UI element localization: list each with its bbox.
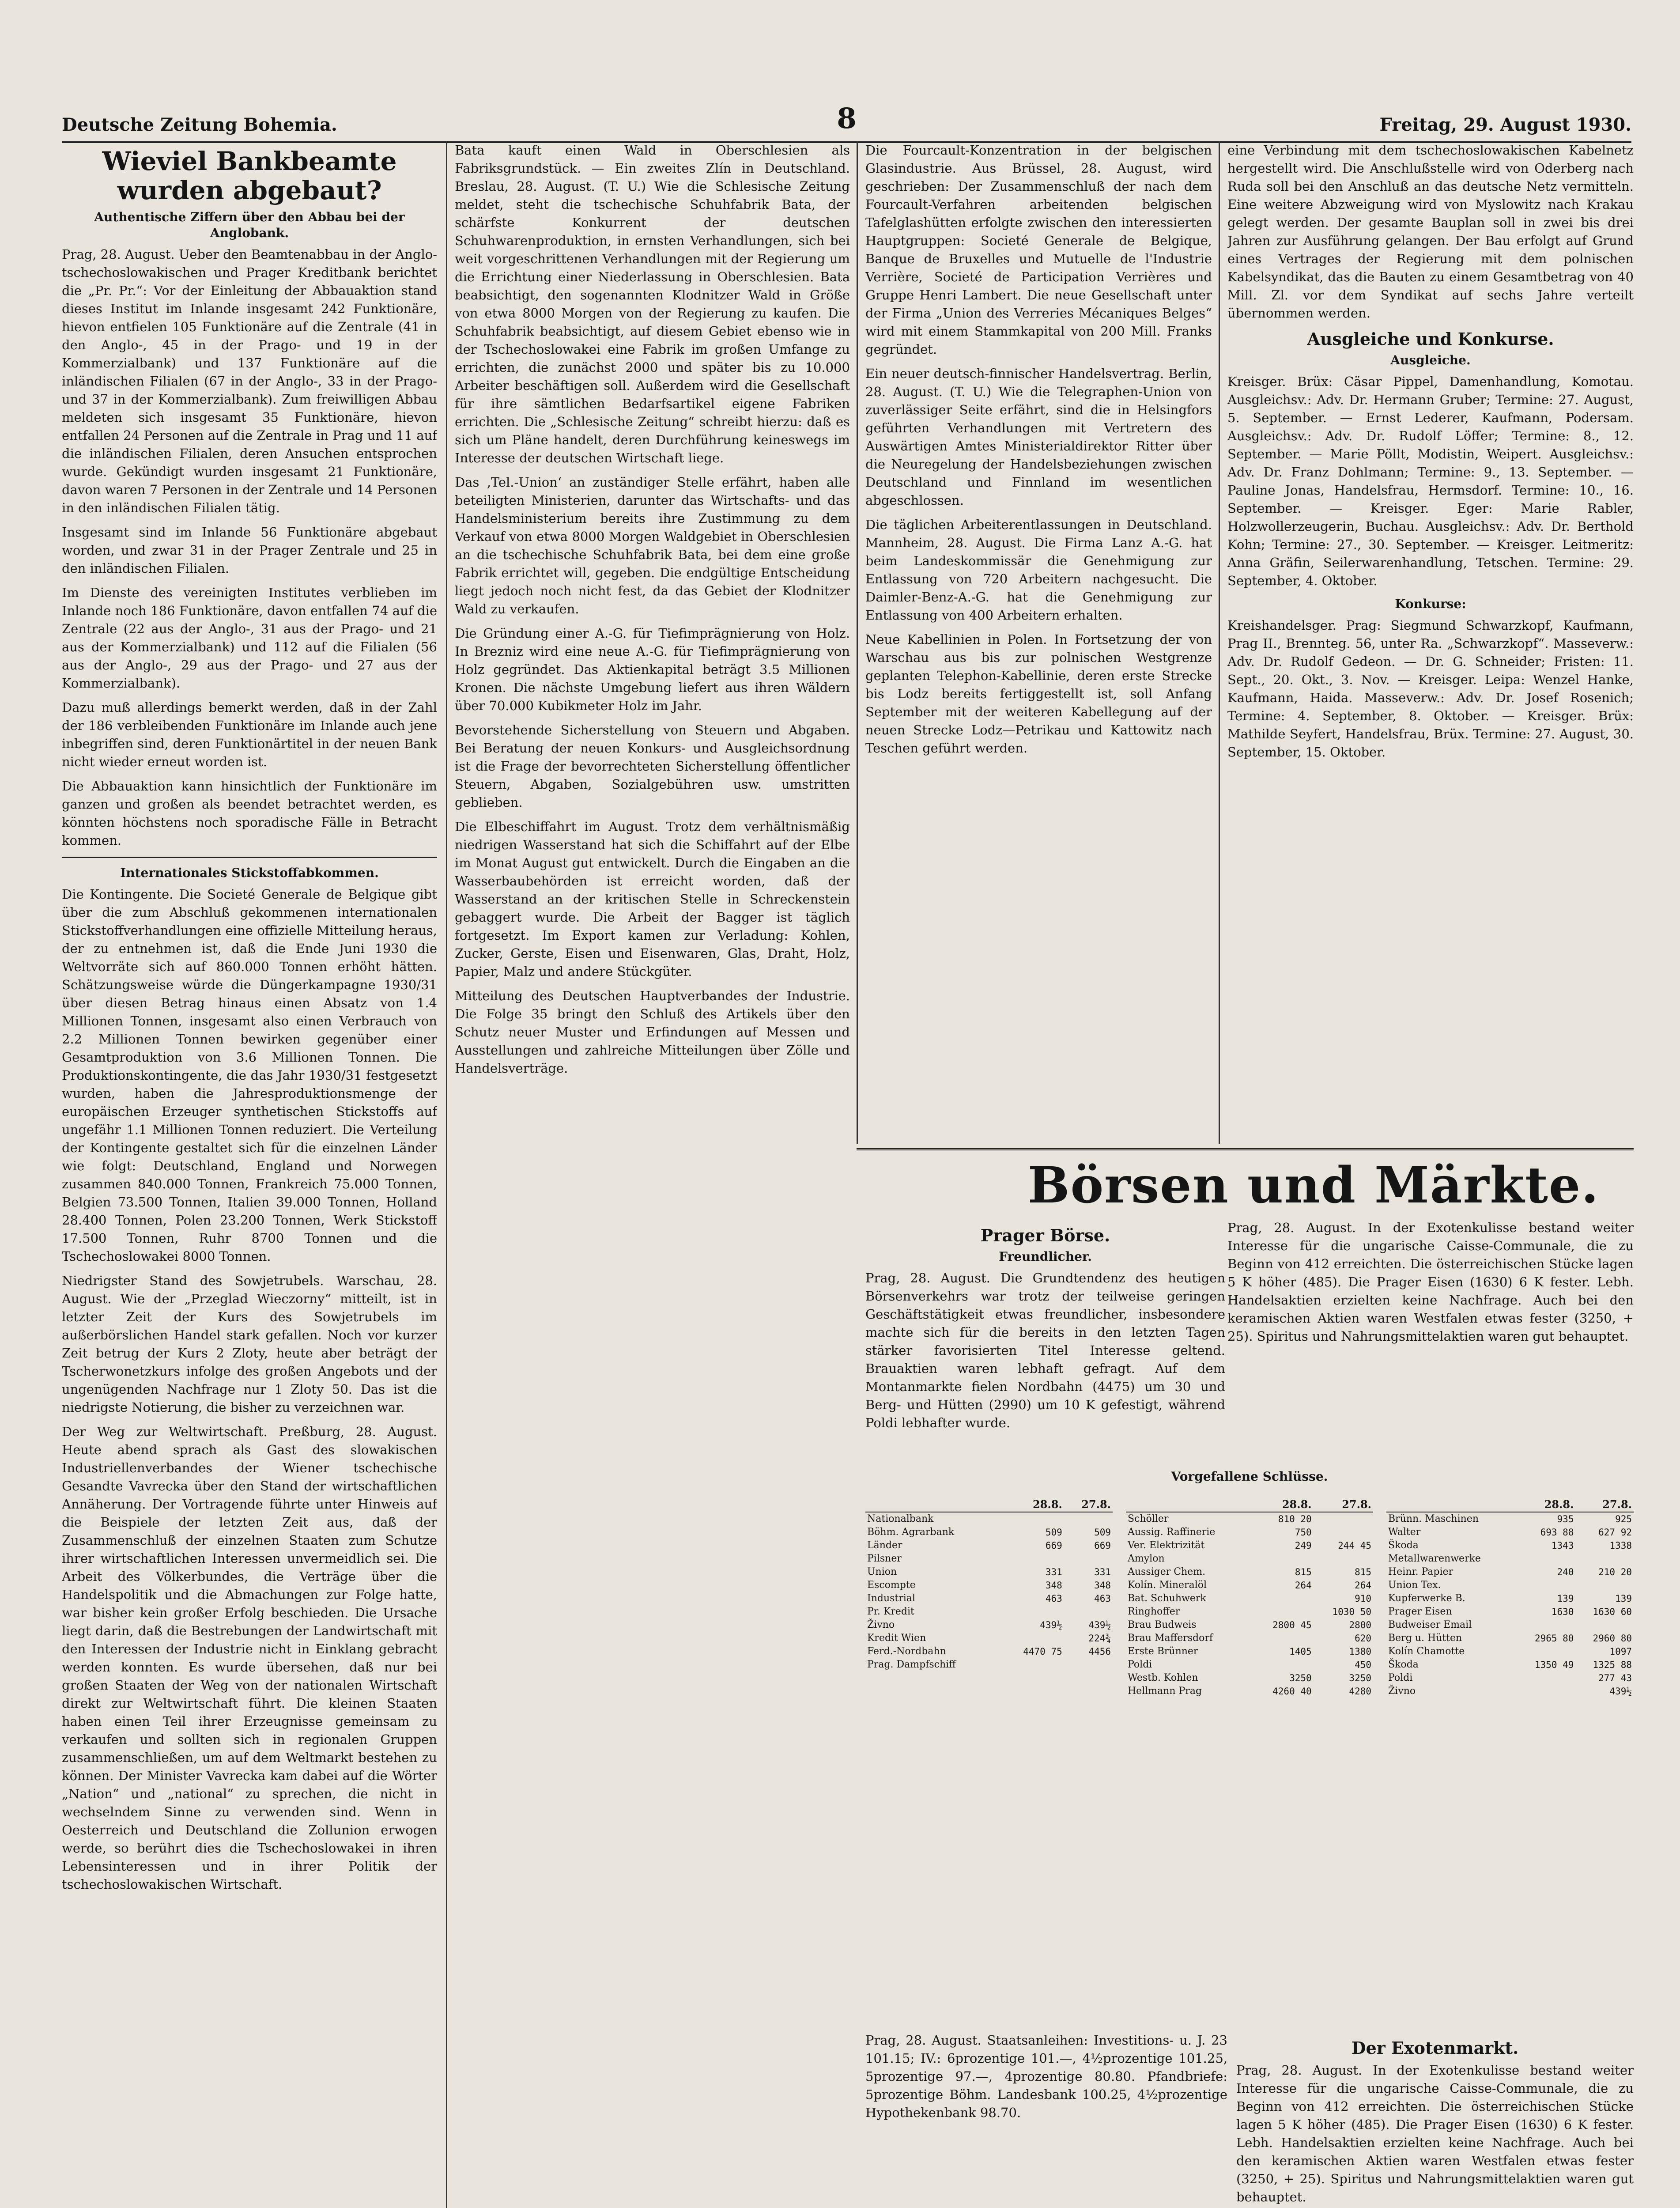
section-divider — [62, 857, 437, 858]
quote-row — [865, 1605, 1113, 1618]
security-name: Prag. Dampfschiff — [867, 1659, 956, 1670]
exchange-title: Prager Börse. — [980, 1225, 1110, 1245]
security-name: Kupferwerke B. — [1388, 1593, 1465, 1604]
column-label: 27.8. — [1064, 1497, 1113, 1512]
quote-today — [1518, 1671, 1576, 1685]
article-paragraph: Ein neuer deutsch-finnischer Handelsvertrag. Berlin, 28. August. (T. U.) Wie die Telegraphen-Union von zuverlässiger Seite erfährt, sind die in Helsingfors geführten Verhandlungen mit Vertretern des Auswärtigen Amtes Ministerialdirektor Ritter über die Neuregelung der Handelsbeziehungen zwischen Deutschland und Finnland im wesentlichen abgeschlossen. — [865, 366, 1212, 508]
quote-today: 1630 — [1551, 1607, 1574, 1617]
quote-previous: 925 — [1615, 1514, 1632, 1524]
quote-previous: 463 — [1094, 1593, 1111, 1604]
article-paragraph: Kreishandelsger. Prag: Siegmund Schwarzkopf, Kaufmann, Prag II., Brennteg. 56, unter Ra. „Schwarzkopf“. Masseverw.: Adv. Dr. Rudolf Gedeon. — Dr. G. Schneider; Fristen: 11. Sept., 20. Okt., 3. Nov. — Kreisger. Leipa: Wenzel Hanke, Kaufmann, Haida. Masseverw.: Adv. Dr. Josef Rosenich; Termine: 4. September, 8. Oktober. — Kreisger. Brüx: Mathilde Seyfert, Handelsfrau, Brüx. Termine: 27. August, 30. September, 15. Oktober. — [1227, 618, 1634, 760]
security-name: Länder — [867, 1540, 902, 1551]
article-paragraph: Im Dienste des vereinigten Institutes verblieben im Inlande noch 186 Funktionäre, davon entfallen 74 auf die Zentrale (22 aus der Anglo-, 31 aus der Prago- und 21 aus der Kommerzialbank) und 112 auf die Filialen (56 aus der Anglo-, 29 aus der Prago- und 27 aus der Kommerzialbank). — [62, 585, 437, 691]
quote-row — [1386, 1671, 1634, 1685]
quote-previous: 4280 — [1349, 1686, 1371, 1697]
header-date: Freitag, 29. August 1930. — [1379, 114, 1631, 135]
security-name: Ver. Elektrizität — [1128, 1540, 1205, 1551]
header-page-number: 8 — [837, 102, 857, 135]
quote-previous: 277 43 — [1598, 1673, 1632, 1683]
security-name: Metallwarenwerke — [1388, 1553, 1481, 1564]
quote-today: 1350 49 — [1534, 1660, 1574, 1670]
quote-row — [1126, 1579, 1373, 1592]
quote-previous: 620 — [1355, 1633, 1371, 1644]
quote-previous: 669 — [1094, 1540, 1111, 1551]
security-name: Bat. Schuhwerk — [1128, 1593, 1206, 1604]
quote-today: 693 88 — [1540, 1527, 1574, 1538]
column-3 — [865, 141, 1212, 1139]
quote-previous — [1314, 1552, 1373, 1565]
article-paragraph: Die Kontingente. Die Societé Generale de Belgique gibt über die zum Abschluß gekommenen internationalen Stickstoffverhandlungen eine offizielle Mitteilung heraus, der zu entnehmen ist, daß die Ende Juni 1930 die Weltvorräte sich auf 860.000 Tonnen erhöht hätten. Schätzungsweise würde die Düngerkampagne 1930/31 über diesen Betrag hinaus einen Absatz von 1.4 Millionen Tonnen, insgesamt also einen Verbrauch von 2.2 Millionen Tonnen bewirken gegenüber einer Gesamtproduktion von 3.6 Millionen Tonnen. Die Produktionskontingente, die das Jahr 1930/31 festgesetzt wurden, haben die Jahresproduktionsmenge der europäischen Erzeuger synthetischen Stickstoffs auf ungefähr 1.1 Millionen Tonnen reduziert. Die Verteilung der Kontingente gestaltet sich für die einzelnen Länder wie folgt: Deutschland, England und Norwegen zusammen 840.000 Tonnen, Frankreich 75.000 Tonnen, Belgien 73.500 Tonnen, Italien 39.000 Tonnen, Holland 28.400 Tonnen, Polen 23.200 Tonnen, Werk Stickstoff 17.500 Tonnen, Ruhr 8700 Tonnen und die Tschechoslowakei 8000 Tonnen. — [62, 887, 437, 1264]
quotes-table-b — [1126, 1497, 1373, 1698]
column-label: 28.8. — [1518, 1497, 1576, 1512]
quote-previous: 627 92 — [1598, 1527, 1632, 1538]
security-name: Schöller — [1128, 1513, 1169, 1524]
quote-previous: 509 — [1094, 1527, 1111, 1538]
quote-previous: 910 — [1355, 1593, 1371, 1604]
quote-row — [1386, 1605, 1634, 1618]
quote-previous: 348 — [1094, 1580, 1111, 1591]
security-name: Industrial — [867, 1593, 915, 1604]
closings-heading — [865, 1466, 1634, 1493]
section-title: Ausgleiche und Konkurse. — [1307, 329, 1554, 349]
quote-previous: 1630 60 — [1593, 1607, 1632, 1617]
security-name: Aussiger Chem. — [1128, 1566, 1206, 1577]
quote-today: 348 — [1045, 1580, 1062, 1591]
exchange-report — [865, 1219, 1225, 1466]
quote-today — [1001, 1552, 1064, 1565]
quote-row — [865, 1552, 1113, 1565]
quote-previous — [1064, 1512, 1113, 1526]
quote-row — [1126, 1565, 1373, 1579]
quote-today: 1343 — [1551, 1540, 1574, 1551]
security-name: Škoda — [1388, 1540, 1419, 1551]
quote-today — [1253, 1552, 1313, 1565]
article-paragraph: Neue Kabellinien in Polen. In Fortsetzung der von Warschau aus bis zur polnischen Westgrenze geplanten Telephon-Kabellinie, deren erste Strecke bis Lodz bereits fertiggestellt ist, soll Anfang September mit der weiteren Kabellegung auf der neuen Strecke Lodz—Petrikau und Kattowitz nach Teschen geführt werden. — [865, 632, 1212, 756]
quote-row — [1126, 1539, 1373, 1552]
quote-row — [1386, 1685, 1634, 1698]
article-paragraph: Der Weg zur Weltwirtschaft. Preßburg, 28. August. Heute abend sprach als Gast des slowakischen Industriellenverbandes der Wiener tschechische Gesandte Vavrecka über den Stand der wirtschaftlichen Annäherung. Der Vortragende führte unter Hinweis auf die Beispiele der letzten Zeit aus, daß der Zusammenschluß der einzelnen Staaten zum Schutze ihrer wirtschaftlichen Interessen unvermeidlich sei. Die Arbeit des Völkerbundes, die Verträge über die Handelspolitik und die Abmachungen zur Folge hatte, war bisher kein großer Erfolg beschieden. Die Ursache liegt darin, daß die Bestrebungen der Landwirtschaft mit den Interessen der Industrie nicht in Einklang gebracht werden konnten. Es wurde übersehen, daß nur bei großen Staaten der Weg von der nationalen Wirtschaft direkt zur Weltwirtschaft führt. Die kleinen Staaten haben einen Teil ihrer Erzeugnisse gemeinsam zu verkaufen und sollten sich in regionalen Gruppen zusammenschließen, um auf dem Weltmarkt bestehen zu können. Der Minister Vavrecka kam dabei auf die Wörter „Nation“ und „national“ zu sprechen, die nicht in wechselndem Sinne zu verwenden sind. Wenn in Oesterreich und Deutschland die Zollunion erwogen werde, so berührt dies die Tschechoslowakei in ihren Lebensinteressen und in ihrer Politik der tschechoslowakischen Wirtschaft. — [62, 1424, 437, 1892]
quotes-table-c — [1386, 1497, 1634, 1698]
security-name: Escompte — [867, 1580, 916, 1591]
quote-row — [1386, 1539, 1634, 1552]
article-paragraph: Kreisger. Brüx: Cäsar Pippel, Damenhandlung, Komotau. Ausgleichsv.: Adv. Dr. Hermann Gruber; Termine: 27. August, 5. September. — Ernst Lederer, Kaufmann, Podersam. Ausgleichsv.: Adv. Dr. Rudolf Löffer; Termine: 8., 12. September. — Marie Pöllt, Modistin, Weipert. Ausgleichsv.: Adv. Dr. Franz Dohlmann; Termine: 9., 13. September. — Pauline Jonas, Handelsfrau, Hermsdorf. Termine: 10., 16. September. — Kreisger. Eger: Marie Rabler, Holzwollerzeugerin, Buchau. Ausgleichsv.: Adv. Dr. Berthold Kohn; Termine: 27., 30. September. — Kreisger. Leitmeritz: Anna Gräfin, Seilerwarenhandlung, Tetschen. Termine: 29. September, 4. Oktober. — [1227, 374, 1634, 588]
security-name: Kolín. Mineralöl — [1128, 1580, 1207, 1591]
quote-today: 240 — [1557, 1567, 1574, 1577]
security-name: Brünn. Maschinen — [1388, 1513, 1479, 1524]
article-paragraph: Bevorstehende Sicherstellung von Steuern und Abgaben. Bei Beratung der neuen Konkurs- und Ausgleichsordnung ist die Frage der bevorrechteten Sicherstellung öffentlicher Steuern, Abgaben, Sozialgebühren usw. umstritten geblieben. — [455, 722, 850, 810]
quote-row — [1126, 1512, 1373, 1526]
security-name: Böhm. Agrarbank — [867, 1527, 955, 1538]
exotics-market — [1236, 2031, 1634, 2208]
quote-today — [1518, 1552, 1576, 1565]
quote-previous: 210 20 — [1598, 1567, 1632, 1577]
quote-previous — [1314, 1512, 1373, 1526]
article-paragraph: Die Gründung einer A.-G. für Tiefimprägnierung von Holz. In Brezniz wird eine neue A.-G. für Tiefimprägnierung von Holz gegründet. Das Aktienkapital beträgt 3.5 Millionen Kronen. Die nächste Umgebung liefert aus ihren Wäldern über 70.000 Kubikmeter Holz im Jahr. — [455, 626, 850, 713]
quote-previous: 1097 — [1609, 1646, 1632, 1657]
article-paragraph: eine Verbindung mit dem tschechoslowakischen Kabelnetz hergestellt wird. Die Anschlußstelle wird von Oderberg nach Ruda soll bei den Anschluß an das deutsche Netz vermitteln. Eine weitere Abzweigung wird von Myslowitz nach Krakau gelegt werden. Der gesamte Bauplan soll in zwei bis drei Jahren zur Ausführung gelangen. Der Bau erfolgt auf Grund eines Vertrages der Regierung mit dem polnischen Kabelsyndikat, das die Bauten zu einem Gesamtbetrag von 40 Mill. Zl. vor dem Syndikat auf sechs Jahre verteilt übernommen werden. — [1227, 143, 1634, 321]
security-name: Nationalbank — [867, 1513, 934, 1524]
quote-row — [1126, 1592, 1373, 1605]
exchange-report-text: Prag, 28. August. Die Grundtendenz des heutigen Börsenverkehrs war trotz der teilweise geringen Geschäftstätigkeit etwas freundlicher, insbesondere machte sich für die bereits in den letzten Tagen stärker favorisierten Titel Interesse geltend. Brauaktien waren lebhaft gefragt. Auf dem Montanmarkte fielen Nordbahn (4475) um 30 und Berg- und Hütten (2990) um 10 K gefestigt, während Poldi lebhafter wurde. — [865, 1270, 1225, 1430]
quote-row — [865, 1579, 1113, 1592]
quote-row — [1386, 1632, 1634, 1645]
quote-previous: 450 — [1355, 1660, 1371, 1670]
quote-previous: 3250 — [1349, 1673, 1371, 1683]
quote-today: 4470 75 — [1023, 1646, 1062, 1657]
quote-today: 463 — [1045, 1593, 1062, 1604]
quote-previous — [1064, 1552, 1113, 1565]
quote-row — [1386, 1592, 1634, 1605]
quote-today: 669 — [1045, 1540, 1062, 1551]
article-paragraph: Insgesamt sind im Inlande 56 Funktionäre abgebaut worden, und zwar 31 in der Prager Zentrale und 25 in den inländischen Filialen. — [62, 525, 437, 576]
column-rule — [857, 141, 858, 1144]
quote-row — [865, 1632, 1113, 1645]
quote-previous: 2960 80 — [1593, 1633, 1632, 1644]
article-paragraph: Dazu muß allerdings bemerkt werden, daß in der Zahl der 186 verbleibenden Funktionäre im Inlande auch jene inbegriffen sind, deren Funktionärtitel in der neuen Bank nicht wieder erneut worden ist. — [62, 700, 437, 769]
quote-previous — [1575, 1618, 1634, 1632]
security-name: Kredit Wien — [867, 1633, 926, 1644]
section-subtitle: Ausgleiche. — [1390, 353, 1471, 367]
column-label: 27.8. — [1575, 1497, 1634, 1512]
quote-previous: 139 — [1615, 1593, 1632, 1604]
quote-row — [1126, 1605, 1373, 1618]
quote-today: 810 20 — [1278, 1514, 1312, 1524]
exotics-text: Prag, 28. August. In der Exotenkulisse bestand weiter Interesse für die ungarische Caisse-Communale, die zu Beginn von 412 erreichten. Die österreichischen Stücke lagen 5 K höher (485). Die Prager Eisen (1630) 6 K fester. Lebh. Handelsaktien erzielten keine Nachfrage. Auch bei den keramischen Aktien waren Westfalen etwas fester (3250, + 25). Spiritus und Nahrungsmittelaktien waren gut behauptet. — [1236, 2063, 1634, 2204]
banner-rule — [857, 1148, 1634, 1150]
security-name: Brau Budweis — [1128, 1619, 1197, 1630]
quote-today: 509 — [1045, 1527, 1062, 1538]
quote-row — [1386, 1645, 1634, 1658]
header-paper-name: Deutsche Zeitung Bohemia. — [62, 114, 337, 135]
quote-previous: 439½ — [1088, 1620, 1111, 1630]
quote-today — [1518, 1618, 1576, 1632]
quote-today: 264 — [1295, 1580, 1312, 1591]
quote-previous: 1030 50 — [1332, 1607, 1371, 1617]
quote-row — [1386, 1565, 1634, 1579]
quote-row — [1386, 1552, 1634, 1565]
quote-previous — [1064, 1658, 1113, 1671]
quote-row — [1126, 1645, 1373, 1658]
quote-today: 331 — [1045, 1567, 1062, 1577]
quote-row — [865, 1539, 1113, 1552]
quote-previous: 4456 — [1088, 1646, 1111, 1657]
column-rule — [1219, 141, 1220, 1144]
security-name: Brau Maffersdorf — [1128, 1633, 1213, 1644]
quote-row — [1386, 1579, 1634, 1592]
quote-row — [865, 1592, 1113, 1605]
running-header — [62, 102, 1631, 143]
quote-today — [1253, 1592, 1313, 1605]
quote-today — [1001, 1605, 1064, 1618]
quote-today — [1001, 1632, 1064, 1645]
quote-today — [1518, 1685, 1576, 1698]
exchange-subtitle: Freundlicher. — [999, 1249, 1092, 1264]
quote-previous: 1325 88 — [1593, 1660, 1632, 1670]
security-name: Heinr. Papier — [1388, 1566, 1453, 1577]
quote-previous — [1064, 1605, 1113, 1618]
exotics-report — [1227, 1219, 1634, 1466]
column-rule — [446, 141, 447, 2208]
quote-today: 2800 45 — [1272, 1620, 1312, 1630]
quote-previous: 2800 — [1349, 1620, 1371, 1630]
article-title: Wieviel Bankbeamte wurden abgebaut? — [102, 146, 397, 205]
security-name: Ringhoffer — [1128, 1606, 1180, 1617]
quote-row — [1126, 1658, 1373, 1671]
quote-previous — [1575, 1552, 1634, 1565]
quote-today — [1518, 1579, 1576, 1592]
article-paragraph: Prag, 28. August. Ueber den Beamtenabbau in der Anglo-tschechoslowakischen und Prager Kreditbank berichtet die „Pr. Pr.“: Vor der Einleitung der Abbauaktion stand dieses Institut im Inlande insgesamt 242 Funktionäre, hievon entfielen 105 Funktionäre auf die Zentrale (41 in den Anglo-, 45 in der Prago- und 19 in der Kommerzialbank) und 137 Funktionäre auf die inländischen Filialen (67 in der Anglo-, 33 in der Prago- und 37 in der Kommerzialbank). Zum freiwilligen Abbau meldeten sich insgesamt 35 Funktionäre, hievon entfallen 24 Personen auf die Zentrale in Prag und 11 auf die inländischen Filialen, deren Ansuchen entsprochen wurde. Gekündigt wurden insgesamt 21 Funktionäre, davon waren 7 Personen in der Zentrale und 14 Personen in den inländischen Filialen tätig. — [62, 247, 437, 515]
security-name: Kolín Chamotte — [1388, 1646, 1465, 1657]
article-paragraph: Das ‚Tel.-Union‘ an zuständiger Stelle erfährt, haben alle beteiligten Ministerien, darunter das Wirtschafts- und das Handelsministerium bereits ihre Zustimmung zu dem Verkauf von etwa 8000 Morgen Waldgebiet in Oberschlesien an die tschechische Schuhfabrik Bata, bei dem eine große Fabrik errichtet will, gegeben. Die endgültige Entscheidung liegt jedoch noch nicht fest, da das Gebiet der Klodnitzer Wald zu verkaufen. — [455, 475, 850, 616]
quote-row — [1386, 1618, 1634, 1632]
security-name: Aussig. Raffinerie — [1128, 1527, 1216, 1538]
quote-today — [1001, 1512, 1064, 1526]
quote-previous: 264 — [1355, 1580, 1371, 1591]
quote-today — [1253, 1658, 1313, 1671]
quote-row — [1386, 1526, 1634, 1539]
quote-previous: 224¾ — [1088, 1633, 1111, 1644]
security-name: Berg u. Hütten — [1388, 1633, 1462, 1644]
quote-row — [865, 1512, 1113, 1526]
quote-today — [1253, 1632, 1313, 1645]
exotics-title: Der Exotenmarkt. — [1351, 2038, 1519, 2058]
article-paragraph: Bata kauft einen Wald in Oberschlesien als Fabriksgrundstück. — Ein zweites Zlín in Deutschland. Breslau, 28. August. (T. U.) Wie die Schlesische Zeitung meldet, steht die tschechische Schuhfabrik Bata, der schärfste Konkurrent der deutschen Schuhwarenproduktion, in ernsten Verhandlungen, sich bei weit vorgeschrittenen Verhandlungen mit der Regierung um die Errichtung einer Niederlassung in Oberschlesien. Bata beabsichtigt, den sogenannten Klodnitzer Wald in Größe von etwa 8000 Morgen von der Regierung zu kaufen. Die Schuhfabrik beabsichtigt, auf diesem Gebiet ebenso wie in der Tschechoslowakei eine Fabrik im großen Umfange zu errichten, die zunächst 2000 und später bis zu 10.000 Arbeiter beschäftigen soll. Außerdem wird die Gesellschaft für ihre sämtlichen Bedarfsartikel eigene Fabriken errichten. Die „Schlesische Zeitung“ schreibt hierzu: daß es sich um Pläne handelt, deren Durchführung keineswegs im Interesse der deutschen Wirtschaft liege. — [455, 143, 850, 465]
bond-report — [865, 2031, 1227, 2208]
exotics-intro-text: Prag, 28. August. In der Exotenkulisse bestand weiter Interesse für die ungarische Caisse-Communale, die zu Beginn von 412 erreichten. Die österreichischen Stücke lagen 5 K höher (485). Die Prager Eisen (1630) 6 K fester. Lebh. Handelsaktien erzielten keine Nachfrage. Auch bei den keramischen Aktien waren Westfalen etwas fester (3250, + 25). Spiritus und Nahrungsmittelaktien waren gut behauptet. — [1227, 1220, 1634, 1344]
quote-today — [1001, 1658, 1064, 1671]
column-2 — [455, 141, 850, 2208]
quote-today — [1253, 1605, 1313, 1618]
quote-today: 439½ — [1040, 1620, 1062, 1630]
section-title: Internationales Stickstoffabkommen. — [120, 866, 379, 880]
security-name: Union — [867, 1566, 897, 1577]
quote-row — [1126, 1632, 1373, 1645]
market-section-banner: Börsen und Märkte. — [1027, 1157, 1600, 1214]
security-name: Union Tex. — [1388, 1580, 1441, 1591]
security-name: Poldi — [1128, 1659, 1152, 1670]
quote-row — [1126, 1671, 1373, 1685]
quote-today: 3250 — [1289, 1673, 1312, 1683]
quote-row — [1126, 1526, 1373, 1539]
quote-today: 4260 40 — [1272, 1686, 1312, 1697]
quote-previous: 439½ — [1609, 1686, 1632, 1697]
security-name: Prager Eisen — [1388, 1606, 1452, 1617]
quote-row — [865, 1565, 1113, 1579]
security-name: Škoda — [1388, 1659, 1419, 1670]
quote-row — [1126, 1552, 1373, 1565]
quote-today: 935 — [1557, 1514, 1574, 1524]
quote-previous: 815 — [1355, 1567, 1371, 1577]
article-paragraph: Die Abbauaktion kann hinsichtlich der Funktionäre im ganzen und großen als beendet betrachtet werden, es könnten höchstens noch sporadische Fälle in Betracht kommen. — [62, 779, 437, 848]
quote-today: 750 — [1295, 1527, 1312, 1538]
security-name: Budweiser Email — [1388, 1619, 1472, 1630]
quote-previous: 244 45 — [1338, 1540, 1371, 1551]
security-name: Amylon — [1128, 1553, 1165, 1564]
column-label: 28.8. — [1253, 1497, 1313, 1512]
section-subtitle: Konkurse: — [1395, 597, 1466, 611]
security-name: Pr. Kredit — [867, 1606, 914, 1617]
quote-row — [1126, 1618, 1373, 1632]
quote-row — [865, 1658, 1113, 1671]
quote-row — [1386, 1512, 1634, 1526]
closings-title: Vorgefallene Schlüsse. — [1171, 1469, 1328, 1484]
article-paragraph: Niedrigster Stand des Sowjetrubels. Warschau, 28. August. Wie der „Przeglad Wieczorny“ mitteilt, ist in letzter Zeit der Kurs des Sowjetrubels im außerbörslichen Handel stark gefallen. Noch vor kurzer Zeit betrug der Kurs 2 Zloty, heute aber beträgt der Tscherwonetzkurs infolge des großen Angebots und der ungenügenden Nachfrage nur 1 Zloty 50. Das ist die niedrigste Notierung, die bisher zu verzeichnen war. — [62, 1273, 437, 1415]
security-name: Walter — [1388, 1527, 1421, 1538]
quote-row — [865, 1618, 1113, 1632]
quote-today: 1405 — [1289, 1646, 1312, 1657]
article-paragraph: Die Fourcault-Konzentration in der belgischen Glasindustrie. Aus Brüssel, 28. August, wird geschrieben: Der Zusammenschluß der nach dem Fourcault-Verfahren arbeitenden belgischen Tafelglashütten erfolgte zwischen den interessierten Hauptgruppen: Societé Generale de Belgique, Banque de Bruxelles und Mutuelle de l'Industrie Verrière, Societé de Participation Verrières und Gruppe Henri Lambert. Die neue Gesellschaft unter der Firma „Union des Verreries Mécaniques Belges“ wird mit einem Stammkapital von 200 Mill. Franks gegründet. — [865, 143, 1212, 357]
column-1 — [62, 141, 437, 2208]
column-label: 28.8. — [1001, 1497, 1064, 1512]
article-paragraph: Die Elbeschiffahrt im August. Trotz dem verhältnismäßig niedrigen Wasserstand hat sich die Schiffahrt auf der Elbe im Monat August gut entwickelt. Durch die Eingaben an die Wasserbaubehörden ist erreicht worden, daß der Wasserstand an der kritischen Stelle in Schreckenstein gebaggert wurde. Die Arbeit der Bagger ist täglich fortgesetzt. Im Export kamen zur Verladung: Kohlen, Zucker, Gerste, Eisen und Eisenwaren, Glas, Draht, Holz, Papier, Malz und andere Stückgüter. — [455, 819, 850, 979]
article-paragraph: Die täglichen Arbeiterentlassungen in Deutschland. Mannheim, 28. August. Die Firma Lanz A.-G. hat beim Landeskommissär die Genehmigung zur Entlassung von 720 Arbeitern nachgesucht. Die Daimler-Benz-A.-G. hat die Genehmigung zur Entlassung von 400 Arbeitern erhalten. — [865, 517, 1212, 623]
quote-previous — [1314, 1526, 1373, 1539]
quote-today: 2965 80 — [1534, 1633, 1574, 1644]
quote-row — [865, 1645, 1113, 1658]
security-name: Westb. Kohlen — [1128, 1672, 1198, 1683]
quote-row — [1386, 1658, 1634, 1671]
quote-row — [1126, 1685, 1373, 1698]
bond-report-text: Prag, 28. August. Staatsanleihen: Investitions- u. J. 23 101.15; IV.: 6prozentige 101.—, 4½prozentige 101.25, 5prozentige 97.—, 4prozentige 80.80. Pfandbriefe: 5prozentige Böhm. Landesbank 100.25, 4½prozentige Hypothekenbank 98.70. — [865, 2033, 1227, 2120]
security-name: Živno — [867, 1619, 895, 1630]
quotes-table-a — [865, 1497, 1113, 1671]
article-subtitle: Authentische Ziffern über den Abbau bei der Anglobank. — [94, 210, 405, 240]
security-name: Živno — [1388, 1686, 1416, 1697]
quote-previous: 331 — [1094, 1567, 1111, 1577]
quote-today: 249 — [1295, 1540, 1312, 1551]
security-name: Pilsner — [867, 1553, 902, 1564]
quote-previous — [1575, 1579, 1634, 1592]
security-name: Poldi — [1388, 1672, 1413, 1683]
quote-row — [865, 1526, 1113, 1539]
article-paragraph: Mitteilung des Deutschen Hauptverbandes der Industrie. Die Folge 35 bringt den Schluß des Artikels über den Schutz neuer Muster und Erfindungen auf Messen und Ausstellungen und zahlreiche Mitteilungen über Zölle und Handelsverträge. — [455, 988, 850, 1076]
quote-today: 815 — [1295, 1567, 1312, 1577]
quote-previous: 1380 — [1349, 1646, 1371, 1657]
security-name: Erste Brünner — [1128, 1646, 1198, 1657]
quote-today — [1518, 1645, 1576, 1658]
column-4 — [1227, 141, 1634, 1139]
quote-previous: 1338 — [1609, 1540, 1632, 1551]
column-label: 27.8. — [1314, 1497, 1373, 1512]
quote-today: 139 — [1557, 1593, 1574, 1604]
security-name: Hellmann Prag — [1128, 1686, 1202, 1697]
security-name: Ferd.-Nordbahn — [867, 1646, 946, 1657]
